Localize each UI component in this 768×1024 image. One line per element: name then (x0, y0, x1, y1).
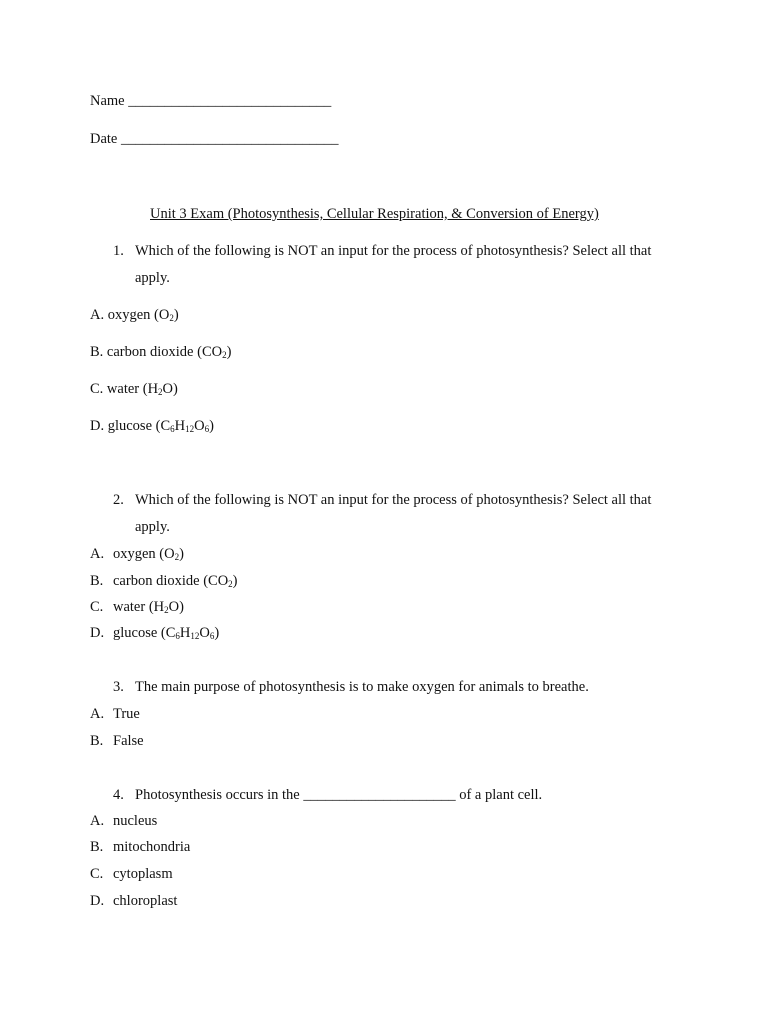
q2-option-a: A. oxygen $(O_2)$ (90, 546, 184, 562)
question-number: 3. (113, 679, 124, 695)
q4-option-c: C. cytoplasm (90, 866, 173, 882)
question-1 (113, 242, 651, 260)
question-3 (113, 678, 589, 696)
question-number: 2. (113, 492, 124, 508)
q2-option-b: B. carbon dioxide $(CO_2)$ (90, 573, 238, 589)
exam-title: Unit 3 Exam (Photosynthesis, Cellular Respiration, & Conversion of Energy) (150, 206, 599, 222)
q2-option-d: D. glucose $(C_6H_{12}O_6)$ (90, 625, 220, 641)
q1-option-d: D. glucose $(C_6H_{12}O_6)$ (90, 418, 214, 434)
q4-option-d: D. chloroplast (90, 893, 178, 909)
q2-option-c: C. water $(H_2O)$ (90, 599, 184, 615)
question-text-continued: apply. (135, 519, 170, 535)
question-4 (113, 786, 542, 804)
q4-option-b: B. mitochondria (90, 839, 191, 855)
question-text: Which of the following is NOT an input for the process of photosynthesis? Select all that (135, 243, 652, 259)
q1-option-a: A. oxygen $(O_2)$ (90, 307, 179, 323)
question-text: Photosynthesis occurs in the _____________________ of a plant cell. (135, 787, 543, 803)
name-field-line: Name ____________________________ (90, 93, 332, 109)
question-2 (113, 491, 651, 509)
question-number: 1. (113, 243, 124, 259)
question-text: Which of the following is NOT an input for the process of photosynthesis? Select all that (135, 492, 652, 508)
question-number: 4. (113, 787, 124, 803)
q1-option-c: C. water $(H_2O)$ (90, 381, 178, 397)
question-text: The main purpose of photosynthesis is to make oxygen for animals to breathe. (135, 679, 589, 695)
q3-option-b: B. False (90, 733, 144, 749)
q1-option-b: B. carbon dioxide $(CO_2)$ (90, 344, 232, 360)
date-field-line: Date ______________________________ (90, 131, 339, 147)
question-text-continued: apply. (135, 270, 170, 286)
q4-option-a: A. nucleus (90, 813, 158, 829)
q3-option-a: A. True (90, 706, 140, 722)
